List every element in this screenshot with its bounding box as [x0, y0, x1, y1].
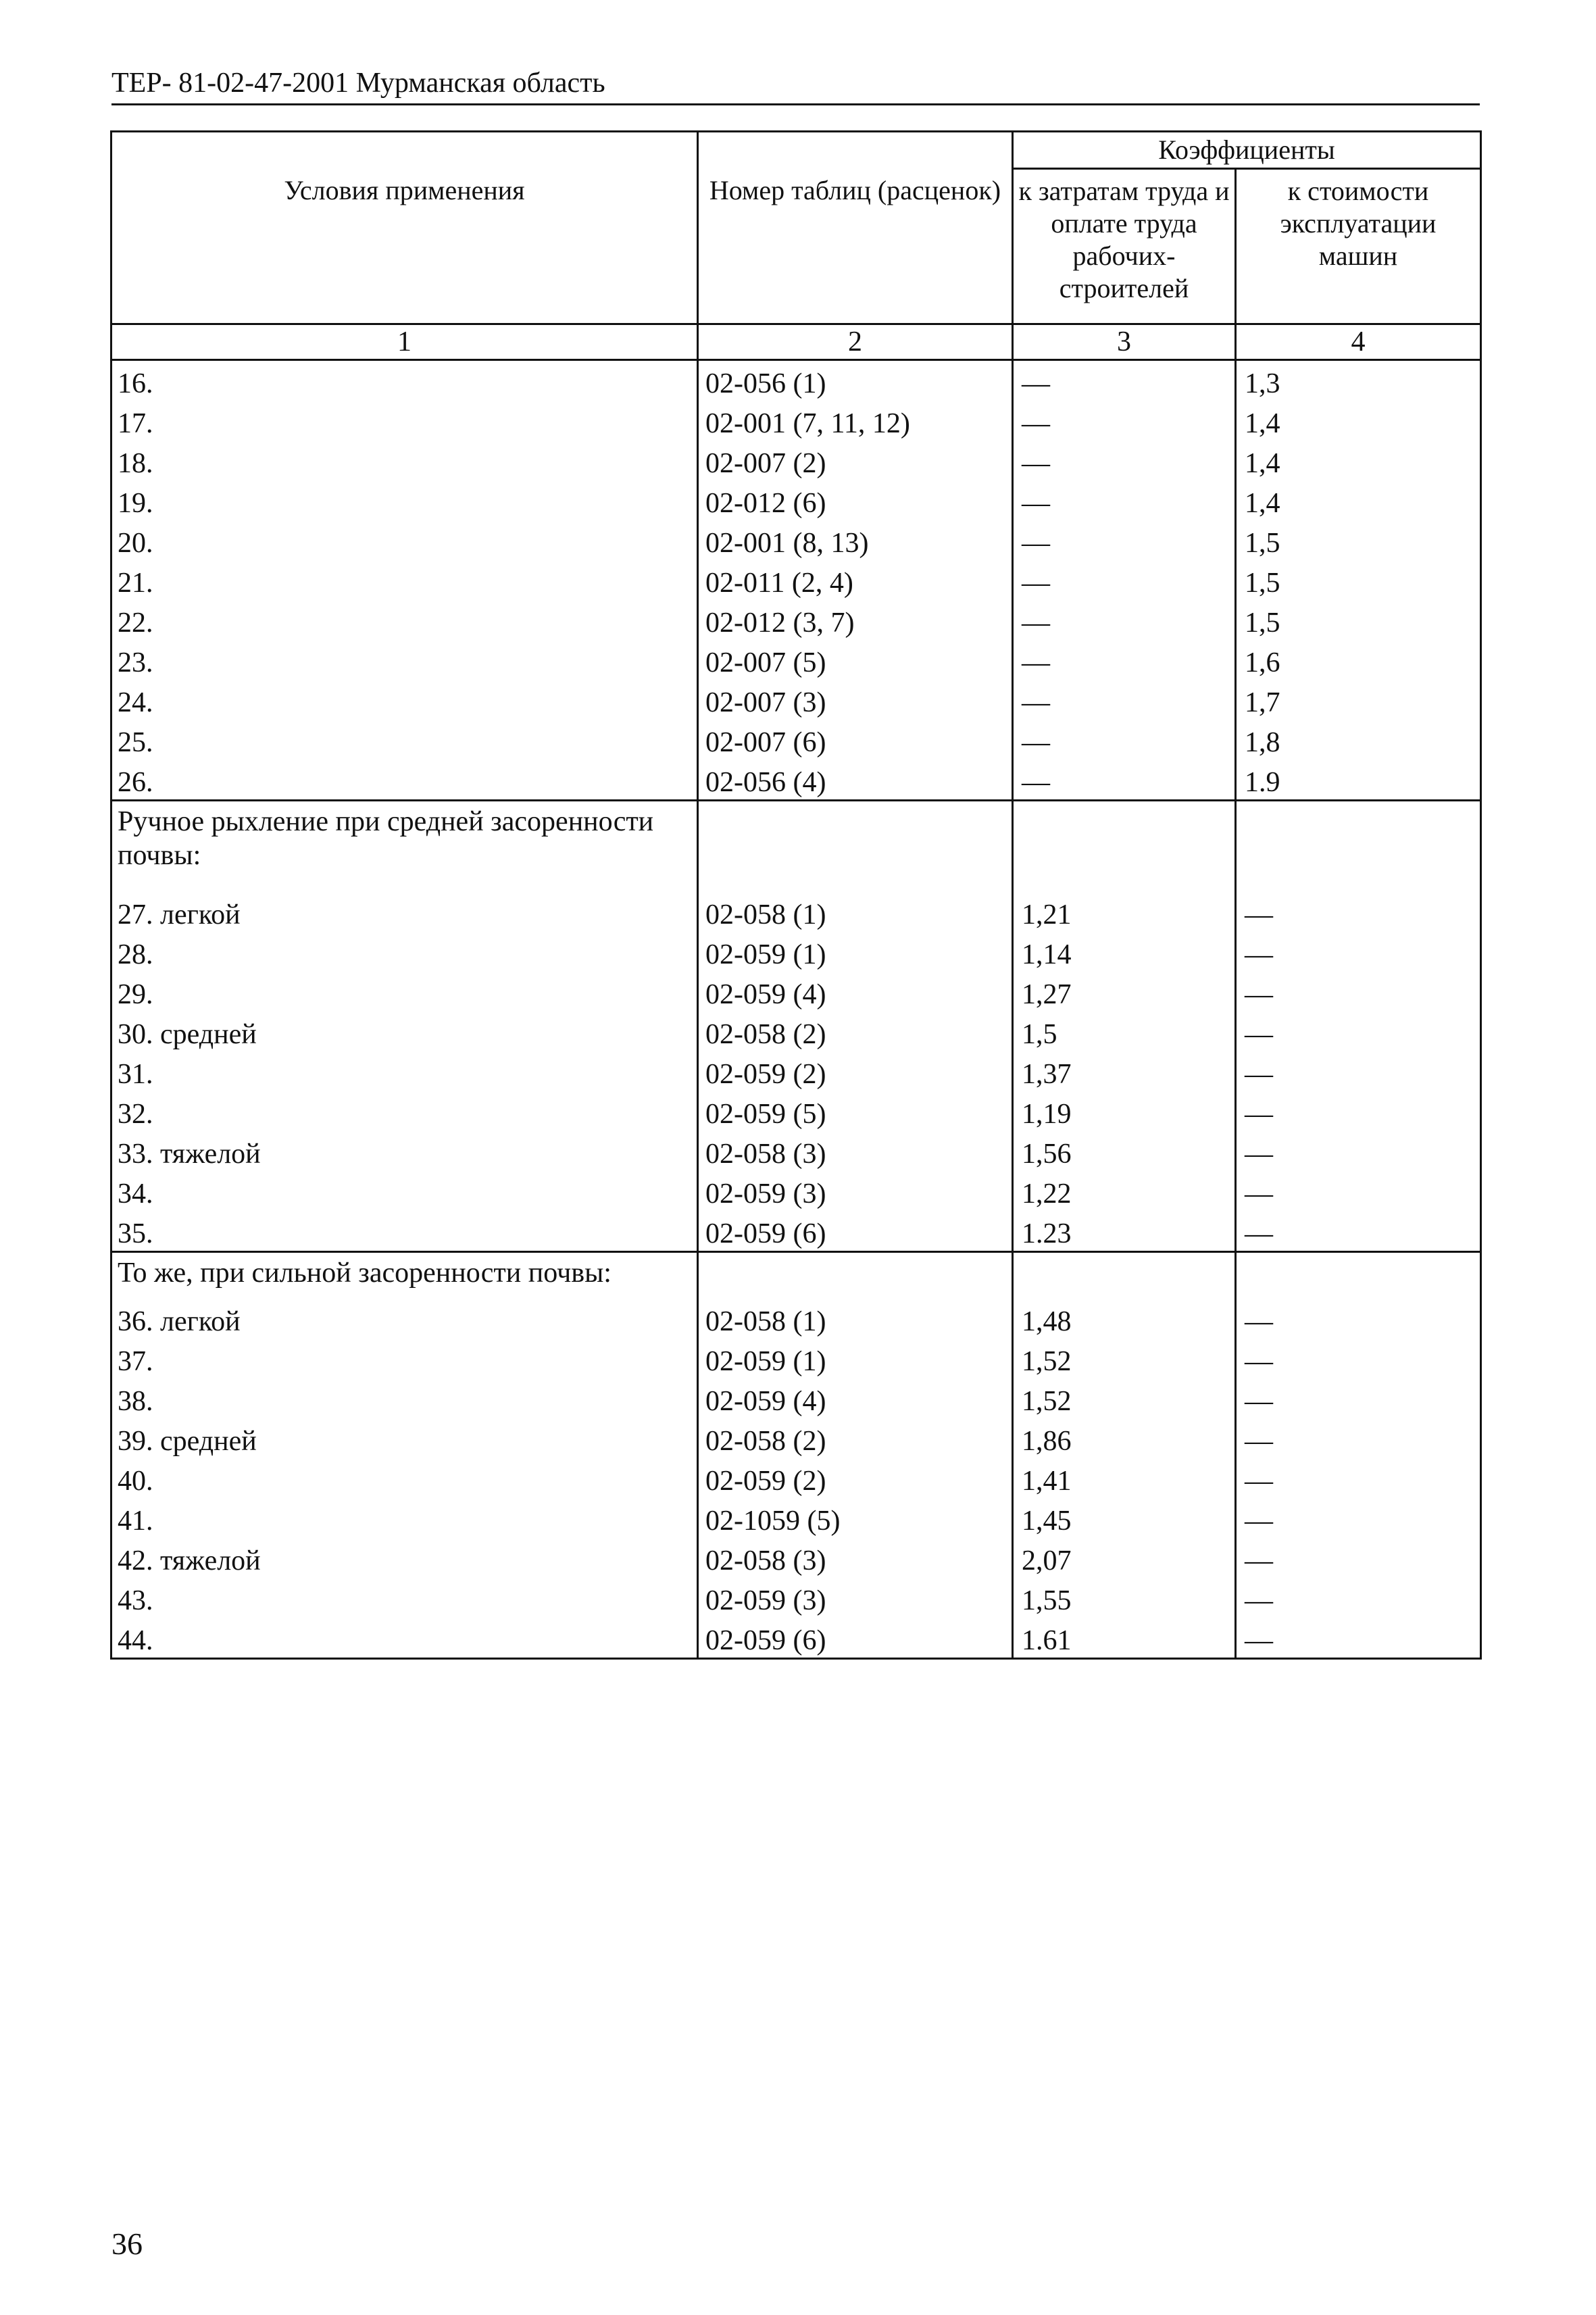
empty-cell [698, 1252, 1013, 1299]
table-number-cell: 02-012 (3, 7) [698, 600, 1013, 640]
table-number-cell: 02-1059 (5) [698, 1498, 1013, 1538]
condition-cell: 32. [111, 1091, 698, 1131]
machine-coefficient-cell: 1,4 [1236, 401, 1481, 441]
table-number-cell: 02-058 (2) [698, 1418, 1013, 1458]
empty-cell [698, 801, 1013, 893]
header-rule [111, 103, 1480, 105]
column-number: 1 [111, 324, 698, 360]
machine-coefficient-cell: — [1236, 1012, 1481, 1051]
machine-coefficient-cell: — [1236, 892, 1481, 932]
table-number-cell: 02-001 (7, 11, 12) [698, 401, 1013, 441]
table-row [111, 401, 1481, 441]
table-number-cell: 02-058 (1) [698, 892, 1013, 932]
table-row [111, 972, 1481, 1012]
table-row [111, 1498, 1481, 1538]
labor-coefficient-cell: — [1013, 401, 1236, 441]
table-number-cell: 02-007 (2) [698, 441, 1013, 480]
labor-coefficient-cell: 2,07 [1013, 1538, 1236, 1578]
labor-coefficient-cell: — [1013, 560, 1236, 600]
machine-coefficient-cell: 1,3 [1236, 360, 1481, 401]
machine-coefficient-cell: — [1236, 1299, 1481, 1339]
condition-cell: 37. [111, 1339, 698, 1378]
table-number-cell: 02-059 (6) [698, 1618, 1013, 1659]
table-number-cell: 02-058 (3) [698, 1131, 1013, 1171]
empty-cell [1236, 801, 1481, 893]
machine-coefficient-cell: — [1236, 1618, 1481, 1659]
machine-coefficient-cell: 1,6 [1236, 640, 1481, 680]
labor-coefficient-cell: 1,52 [1013, 1339, 1236, 1378]
table-row [111, 1012, 1481, 1051]
machine-coefficient-cell: 1,8 [1236, 720, 1481, 760]
machine-coefficient-cell: — [1236, 1498, 1481, 1538]
labor-coefficient-cell: 1,52 [1013, 1378, 1236, 1418]
running-header: ТЕР- 81-02-47-2001 Мурманская область [111, 68, 605, 99]
machine-coefficient-cell: 1,7 [1236, 680, 1481, 720]
condition-cell: 16. [111, 360, 698, 401]
condition-cell: 34. [111, 1171, 698, 1211]
table-number-cell: 02-007 (5) [698, 640, 1013, 680]
header-labor: к затратам труда и оплате труда рабочих-строителей [1013, 169, 1236, 324]
machine-coefficient-cell: 1,5 [1236, 520, 1481, 560]
machine-coefficient-cell: — [1236, 1211, 1481, 1252]
labor-coefficient-cell: — [1013, 520, 1236, 560]
table-row [111, 520, 1481, 560]
empty-cell [1013, 1252, 1236, 1299]
table-row [111, 1131, 1481, 1171]
labor-coefficient-cell: 1.23 [1013, 1211, 1236, 1252]
table-number-cell: 02-012 (6) [698, 480, 1013, 520]
table-number-cell: 02-001 (8, 13) [698, 520, 1013, 560]
condition-cell: 29. [111, 972, 698, 1012]
labor-coefficient-cell: 1,14 [1013, 932, 1236, 972]
labor-coefficient-cell: 1,55 [1013, 1578, 1236, 1618]
table-number-cell: 02-059 (3) [698, 1578, 1013, 1618]
page-number: 36 [111, 2226, 143, 2261]
header-table-number: Номер таблиц (расценок) [698, 132, 1013, 324]
table-number-cell: 02-059 (4) [698, 972, 1013, 1012]
table-number-cell: 02-058 (1) [698, 1299, 1013, 1339]
machine-coefficient-cell: 1,5 [1236, 560, 1481, 600]
machine-coefficient-cell: — [1236, 1538, 1481, 1578]
labor-coefficient-cell: 1,86 [1013, 1418, 1236, 1458]
condition-cell: 19. [111, 480, 698, 520]
labor-coefficient-cell: — [1013, 720, 1236, 760]
header-coefficients: Коэффициенты [1013, 132, 1481, 169]
table-row [111, 600, 1481, 640]
table-row [111, 932, 1481, 972]
labor-coefficient-cell: 1,19 [1013, 1091, 1236, 1131]
condition-cell: 39. средней [111, 1418, 698, 1458]
labor-coefficient-cell: 1,45 [1013, 1498, 1236, 1538]
column-number: 2 [698, 324, 1013, 360]
labor-coefficient-cell: 1,56 [1013, 1131, 1236, 1171]
table-row [111, 1299, 1481, 1339]
table-row [111, 480, 1481, 520]
table-number-cell: 02-058 (2) [698, 1012, 1013, 1051]
table-row [111, 441, 1481, 480]
condition-cell: 38. [111, 1378, 698, 1418]
labor-coefficient-cell: — [1013, 600, 1236, 640]
labor-coefficient-cell: 1,41 [1013, 1458, 1236, 1498]
table-row [111, 892, 1481, 932]
condition-cell: 36. легкой [111, 1299, 698, 1339]
table-number-cell: 02-007 (3) [698, 680, 1013, 720]
condition-cell: 22. [111, 600, 698, 640]
condition-cell: 26. [111, 760, 698, 801]
table-number-cell: 02-059 (3) [698, 1171, 1013, 1211]
table-row [111, 1418, 1481, 1458]
condition-cell: 21. [111, 560, 698, 600]
table-body [111, 360, 1481, 1659]
machine-coefficient-cell: 1,4 [1236, 480, 1481, 520]
table-row [111, 1339, 1481, 1378]
labor-coefficient-cell: 1,21 [1013, 892, 1236, 932]
table-row [111, 560, 1481, 600]
table-row [111, 360, 1481, 401]
labor-coefficient-cell: 1,27 [1013, 972, 1236, 1012]
machine-coefficient-cell: — [1236, 1339, 1481, 1378]
condition-cell: 25. [111, 720, 698, 760]
labor-coefficient-cell: 1,37 [1013, 1051, 1236, 1091]
labor-coefficient-cell: — [1013, 760, 1236, 801]
labor-coefficient-cell: — [1013, 441, 1236, 480]
coefficients-table [110, 130, 1482, 1660]
column-number: 4 [1236, 324, 1481, 360]
table-number-cell: 02-059 (6) [698, 1211, 1013, 1252]
table-number-cell: 02-059 (2) [698, 1051, 1013, 1091]
labor-coefficient-cell: 1,48 [1013, 1299, 1236, 1339]
table-row [111, 1171, 1481, 1211]
condition-cell: 35. [111, 1211, 698, 1252]
machine-coefficient-cell: — [1236, 1051, 1481, 1091]
table-number-cell: 02-059 (1) [698, 932, 1013, 972]
table-row [111, 760, 1481, 801]
labor-coefficient-cell: 1.61 [1013, 1618, 1236, 1659]
machine-coefficient-cell: — [1236, 1418, 1481, 1458]
condition-cell: 40. [111, 1458, 698, 1498]
section-title: То же, при сильной засоренности почвы: [111, 1252, 698, 1299]
header-conditions: Условия применения [111, 132, 698, 324]
condition-cell: 27. легкой [111, 892, 698, 932]
section-title-row [111, 1252, 1481, 1299]
labor-coefficient-cell: 1,5 [1013, 1012, 1236, 1051]
condition-cell: 17. [111, 401, 698, 441]
machine-coefficient-cell: — [1236, 1578, 1481, 1618]
machine-coefficient-cell: — [1236, 1131, 1481, 1171]
machine-coefficient-cell: — [1236, 972, 1481, 1012]
labor-coefficient-cell: — [1013, 680, 1236, 720]
labor-coefficient-cell: — [1013, 480, 1236, 520]
machine-coefficient-cell: 1,4 [1236, 441, 1481, 480]
table-number-cell: 02-059 (2) [698, 1458, 1013, 1498]
condition-cell: 30. средней [111, 1012, 698, 1051]
table-number-cell: 02-056 (4) [698, 760, 1013, 801]
table-number-cell: 02-007 (6) [698, 720, 1013, 760]
labor-coefficient-cell: 1,22 [1013, 1171, 1236, 1211]
labor-coefficient-cell: — [1013, 640, 1236, 680]
empty-cell [1236, 1252, 1481, 1299]
table-row [111, 1618, 1481, 1659]
table-row [111, 1091, 1481, 1131]
labor-coefficient-cell: — [1013, 360, 1236, 401]
table-number-cell: 02-059 (1) [698, 1339, 1013, 1378]
table-row [111, 1578, 1481, 1618]
condition-cell: 20. [111, 520, 698, 560]
condition-cell: 44. [111, 1618, 698, 1659]
table-number-cell: 02-011 (2, 4) [698, 560, 1013, 600]
machine-coefficient-cell: — [1236, 1171, 1481, 1211]
table-number-cell: 02-058 (3) [698, 1538, 1013, 1578]
table-row [111, 1458, 1481, 1498]
condition-cell: 43. [111, 1578, 698, 1618]
table-row [111, 680, 1481, 720]
column-number: 3 [1013, 324, 1236, 360]
condition-cell: 41. [111, 1498, 698, 1538]
table-number-cell: 02-059 (5) [698, 1091, 1013, 1131]
table-number-cell: 02-059 (4) [698, 1378, 1013, 1418]
table-header [111, 132, 1481, 360]
machine-coefficient-cell: 1,5 [1236, 600, 1481, 640]
table-row [111, 640, 1481, 680]
header-machines: к стоимости эксплуатации машин [1236, 169, 1481, 324]
section-title-row [111, 801, 1481, 893]
condition-cell: 31. [111, 1051, 698, 1091]
empty-cell [1013, 801, 1236, 893]
machine-coefficient-cell: — [1236, 932, 1481, 972]
condition-cell: 18. [111, 441, 698, 480]
machine-coefficient-cell: 1.9 [1236, 760, 1481, 801]
table-row [111, 1378, 1481, 1418]
table-row [111, 1538, 1481, 1578]
section-title: Ручное рыхление при средней засоренности почвы: [111, 801, 698, 893]
condition-cell: 28. [111, 932, 698, 972]
condition-cell: 33. тяжелой [111, 1131, 698, 1171]
table-row [111, 720, 1481, 760]
table-row [111, 1051, 1481, 1091]
condition-cell: 23. [111, 640, 698, 680]
machine-coefficient-cell: — [1236, 1458, 1481, 1498]
condition-cell: 42. тяжелой [111, 1538, 698, 1578]
table-row [111, 1211, 1481, 1252]
table-number-cell: 02-056 (1) [698, 360, 1013, 401]
machine-coefficient-cell: — [1236, 1378, 1481, 1418]
condition-cell: 24. [111, 680, 698, 720]
machine-coefficient-cell: — [1236, 1091, 1481, 1131]
